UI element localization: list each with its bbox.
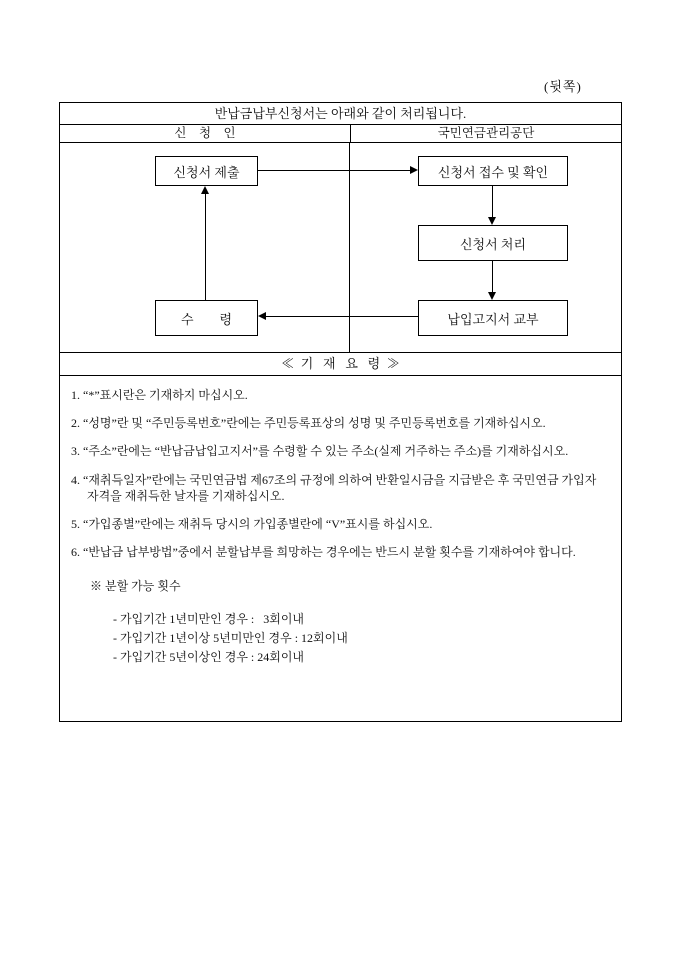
arrow-down-icon bbox=[488, 217, 496, 225]
instruction-item-6: 6. “반납금 납부방법”중에서 분할납부를 희망하는 경우에는 반드시 분할 횟수를 기재하여야 합니다. bbox=[71, 545, 576, 560]
instructions-list bbox=[60, 376, 621, 665]
arrow-receive-to-process-line bbox=[492, 186, 493, 217]
instruction-item-5: 5. “가입종별”란에는 재취득 당시의 가입종별란에 “V”표시를 하십시오. bbox=[71, 516, 433, 531]
instructions-heading: ≪ 기 재 요 령 ≫ bbox=[60, 353, 621, 376]
instruction-item-2: 2. “성명”란 및 “주민등록번호”란에는 주민등록표상의 성명 및 주민등록번호를 기재하십시오. bbox=[71, 416, 546, 431]
instruction-item-1: 1. “*”표시란은 기재하지 마십시오. bbox=[71, 388, 248, 402]
page-side-label: (뒷쪽) bbox=[544, 79, 582, 94]
instruction-item-3: 3. “주소”란에는 “반납금납입고지서”를 수령할 수 있는 주소(실제 거주하는 주소)를 기재하십시오. bbox=[71, 444, 569, 459]
flowchart bbox=[60, 143, 621, 353]
arrow-process-to-notice-line bbox=[492, 261, 493, 292]
arrow-right-icon bbox=[410, 166, 418, 174]
split-count-option-1: - 가입기간 1년미만인 경우 : 3회이내 bbox=[113, 611, 305, 626]
arrow-notice-to-receipt-line bbox=[266, 316, 418, 317]
arrow-receipt-to-submit-line bbox=[205, 194, 206, 300]
agency-column-header: 국민연금관리공단 bbox=[437, 126, 535, 140]
flow-step-issue-notice: 납입고지서 교부 bbox=[418, 300, 568, 336]
flow-step-submit-application: 신청서 제출 bbox=[155, 156, 258, 186]
column-divider-line bbox=[349, 143, 350, 352]
flow-step-receipt: 수 령 bbox=[155, 300, 258, 336]
flow-column-headers bbox=[60, 125, 621, 143]
flow-step-process-application: 신청서 처리 bbox=[418, 225, 568, 261]
arrow-up-icon bbox=[201, 186, 209, 194]
arrow-down-icon bbox=[488, 292, 496, 300]
split-count-option-2: - 가입기간 1년이상 5년미만인 경우 : 12회이내 bbox=[113, 630, 348, 645]
flow-step-receive-confirm: 신청서 접수 및 확인 bbox=[418, 156, 568, 186]
applicant-column-header: 신 청 인 bbox=[60, 125, 351, 142]
split-count-option-3: - 가입기간 5년이상인 경우 : 24회이내 bbox=[113, 649, 305, 664]
split-count-note-heading: ※ 분할 가능 횟수 bbox=[90, 579, 181, 594]
processing-guide-box bbox=[59, 102, 622, 722]
flow-title: 반납금납부신청서는 아래와 같이 처리됩니다. bbox=[60, 103, 621, 125]
instruction-item-4: 4. “재취득일자”란에는 국민연금법 제67조의 규정에 의하여 반환일시금을 지급받은 후 국민연금 가입자 자격을 재취득한 날자를 기재하십시오. bbox=[71, 472, 597, 503]
arrow-left-icon bbox=[258, 312, 266, 320]
arrow-submit-to-receive-line bbox=[258, 170, 410, 171]
